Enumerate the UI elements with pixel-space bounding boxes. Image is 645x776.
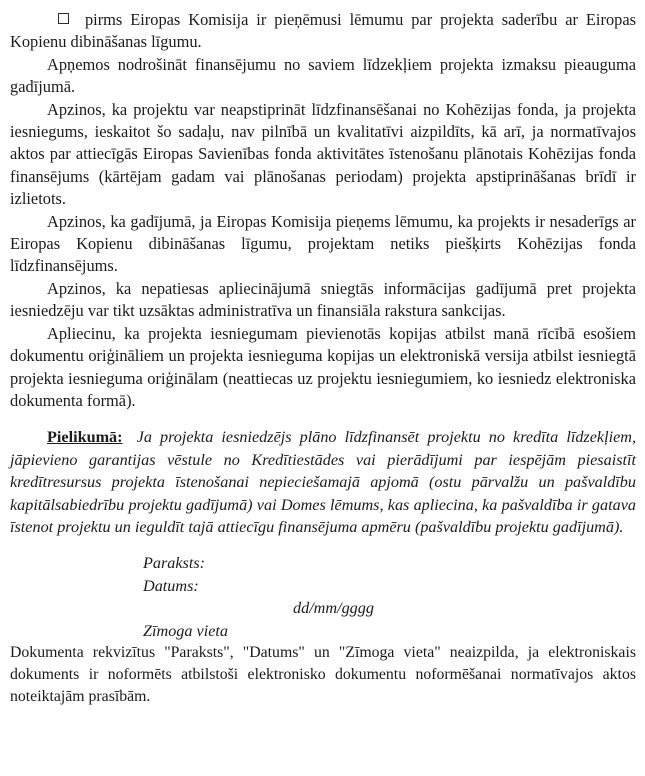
stamp-place-label: Zīmoga vieta xyxy=(143,621,228,640)
annex-label: Pielikumā: xyxy=(47,428,123,447)
checkbox-option-paragraph xyxy=(10,9,636,54)
annex-paragraph xyxy=(10,426,636,538)
declaration-section xyxy=(10,9,636,412)
date-label: Datums: xyxy=(143,576,199,595)
checkbox-icon[interactable] xyxy=(58,13,69,24)
date-format-hint: dd/mm/gggg xyxy=(293,599,374,618)
signature-label: Paraksts: xyxy=(143,554,206,573)
declaration-paragraph-5: Apliecinu, ka projekta iesniegumam pievienotās kopijas atbilst manā rīcībā esošiem dokumentu oriģināliem un projekta iesnieguma kopijas un elektroniskā versija atbilst iesniegtā projekta iesnieguma oriģinālam (neattiecas uz projektu iesniegumiem, ko iesniedz elektroniska dokumenta formā). xyxy=(10,323,636,410)
annex-text: Ja projekta iesniedzējs plāno līdzfinansēt projektu no kredīta līdzekļiem, jāpievieno garantijas vēstule no Kredītiestādes vai pierādījumi par iespējām piesaistīt kredītresursus projekta īstenošanai nepieciešamajā apjomā (ostu pārvalžu un pašvaldību kapitālsabiedrību projektu gadījumā) vai Domes lēmums, kas apliecina, ka pašvaldība ir gatava īstenot projektu un ieguldīt tajā attiecīgu finansējuma apmēru (pašvaldību projektu gadījumā). xyxy=(10,428,637,536)
declaration-paragraph-4: Apzinos, ka nepatiesas apliecinājumā sniegtās informācijas gadījumā pret projekta iesniedzēju var tikt uzsāktas administratīva un finansiāla rakstura sankcijas. xyxy=(10,278,636,321)
footer-note: Dokumenta rekvizītus "Paraksts", "Datums" un "Zīmoga vieta" neaizpilda, ja elektroniskais dokuments ir noformēts atbilstoši elektronisko dokumentu noformēšanai normatīvajos aktos noteiktajām prasībām. xyxy=(10,643,636,705)
declaration-paragraph-1: Apņemos nodrošināt finansējumu no saviem līdzekļiem projekta izmaksu pieauguma gadījumā. xyxy=(10,54,636,97)
checkbox-option-text: pirms Eiropas Komisija ir pieņēmusi lēmumu par projekta saderību ar Eiropas Kopienu dibināšanas līgumu. xyxy=(10,10,636,52)
declaration-paragraph-2: Apzinos, ka projektu var neapstiprināt līdzfinansēšanai no Kohēzijas fonda, ja projekta iesniegums, ieskaitot šo sadaļu, nav pilnībā un kvalitatīvi aizpildīts, kā arī, ja normatīvajos aktos par attiecīgās Eiropas Savienības fonda aktivitātes īstenošanu plānotais Kohēzijas fonda finansējums (kārtējam gadam vai plānošanas periodam) projekta apstiprināšanas brīdī ir izlietots. xyxy=(10,99,636,209)
declaration-paragraph-3: Apzinos, ka gadījumā, ja Eiropas Komisija pieņems lēmumu, ka projekts ir nesaderīgs ar Eiropas Kopienu dibināšanas līgumu, projektam netiks piešķirts Kohēzijas fonda līdzfinansējums. xyxy=(10,211,636,276)
signature-block xyxy=(143,552,636,642)
